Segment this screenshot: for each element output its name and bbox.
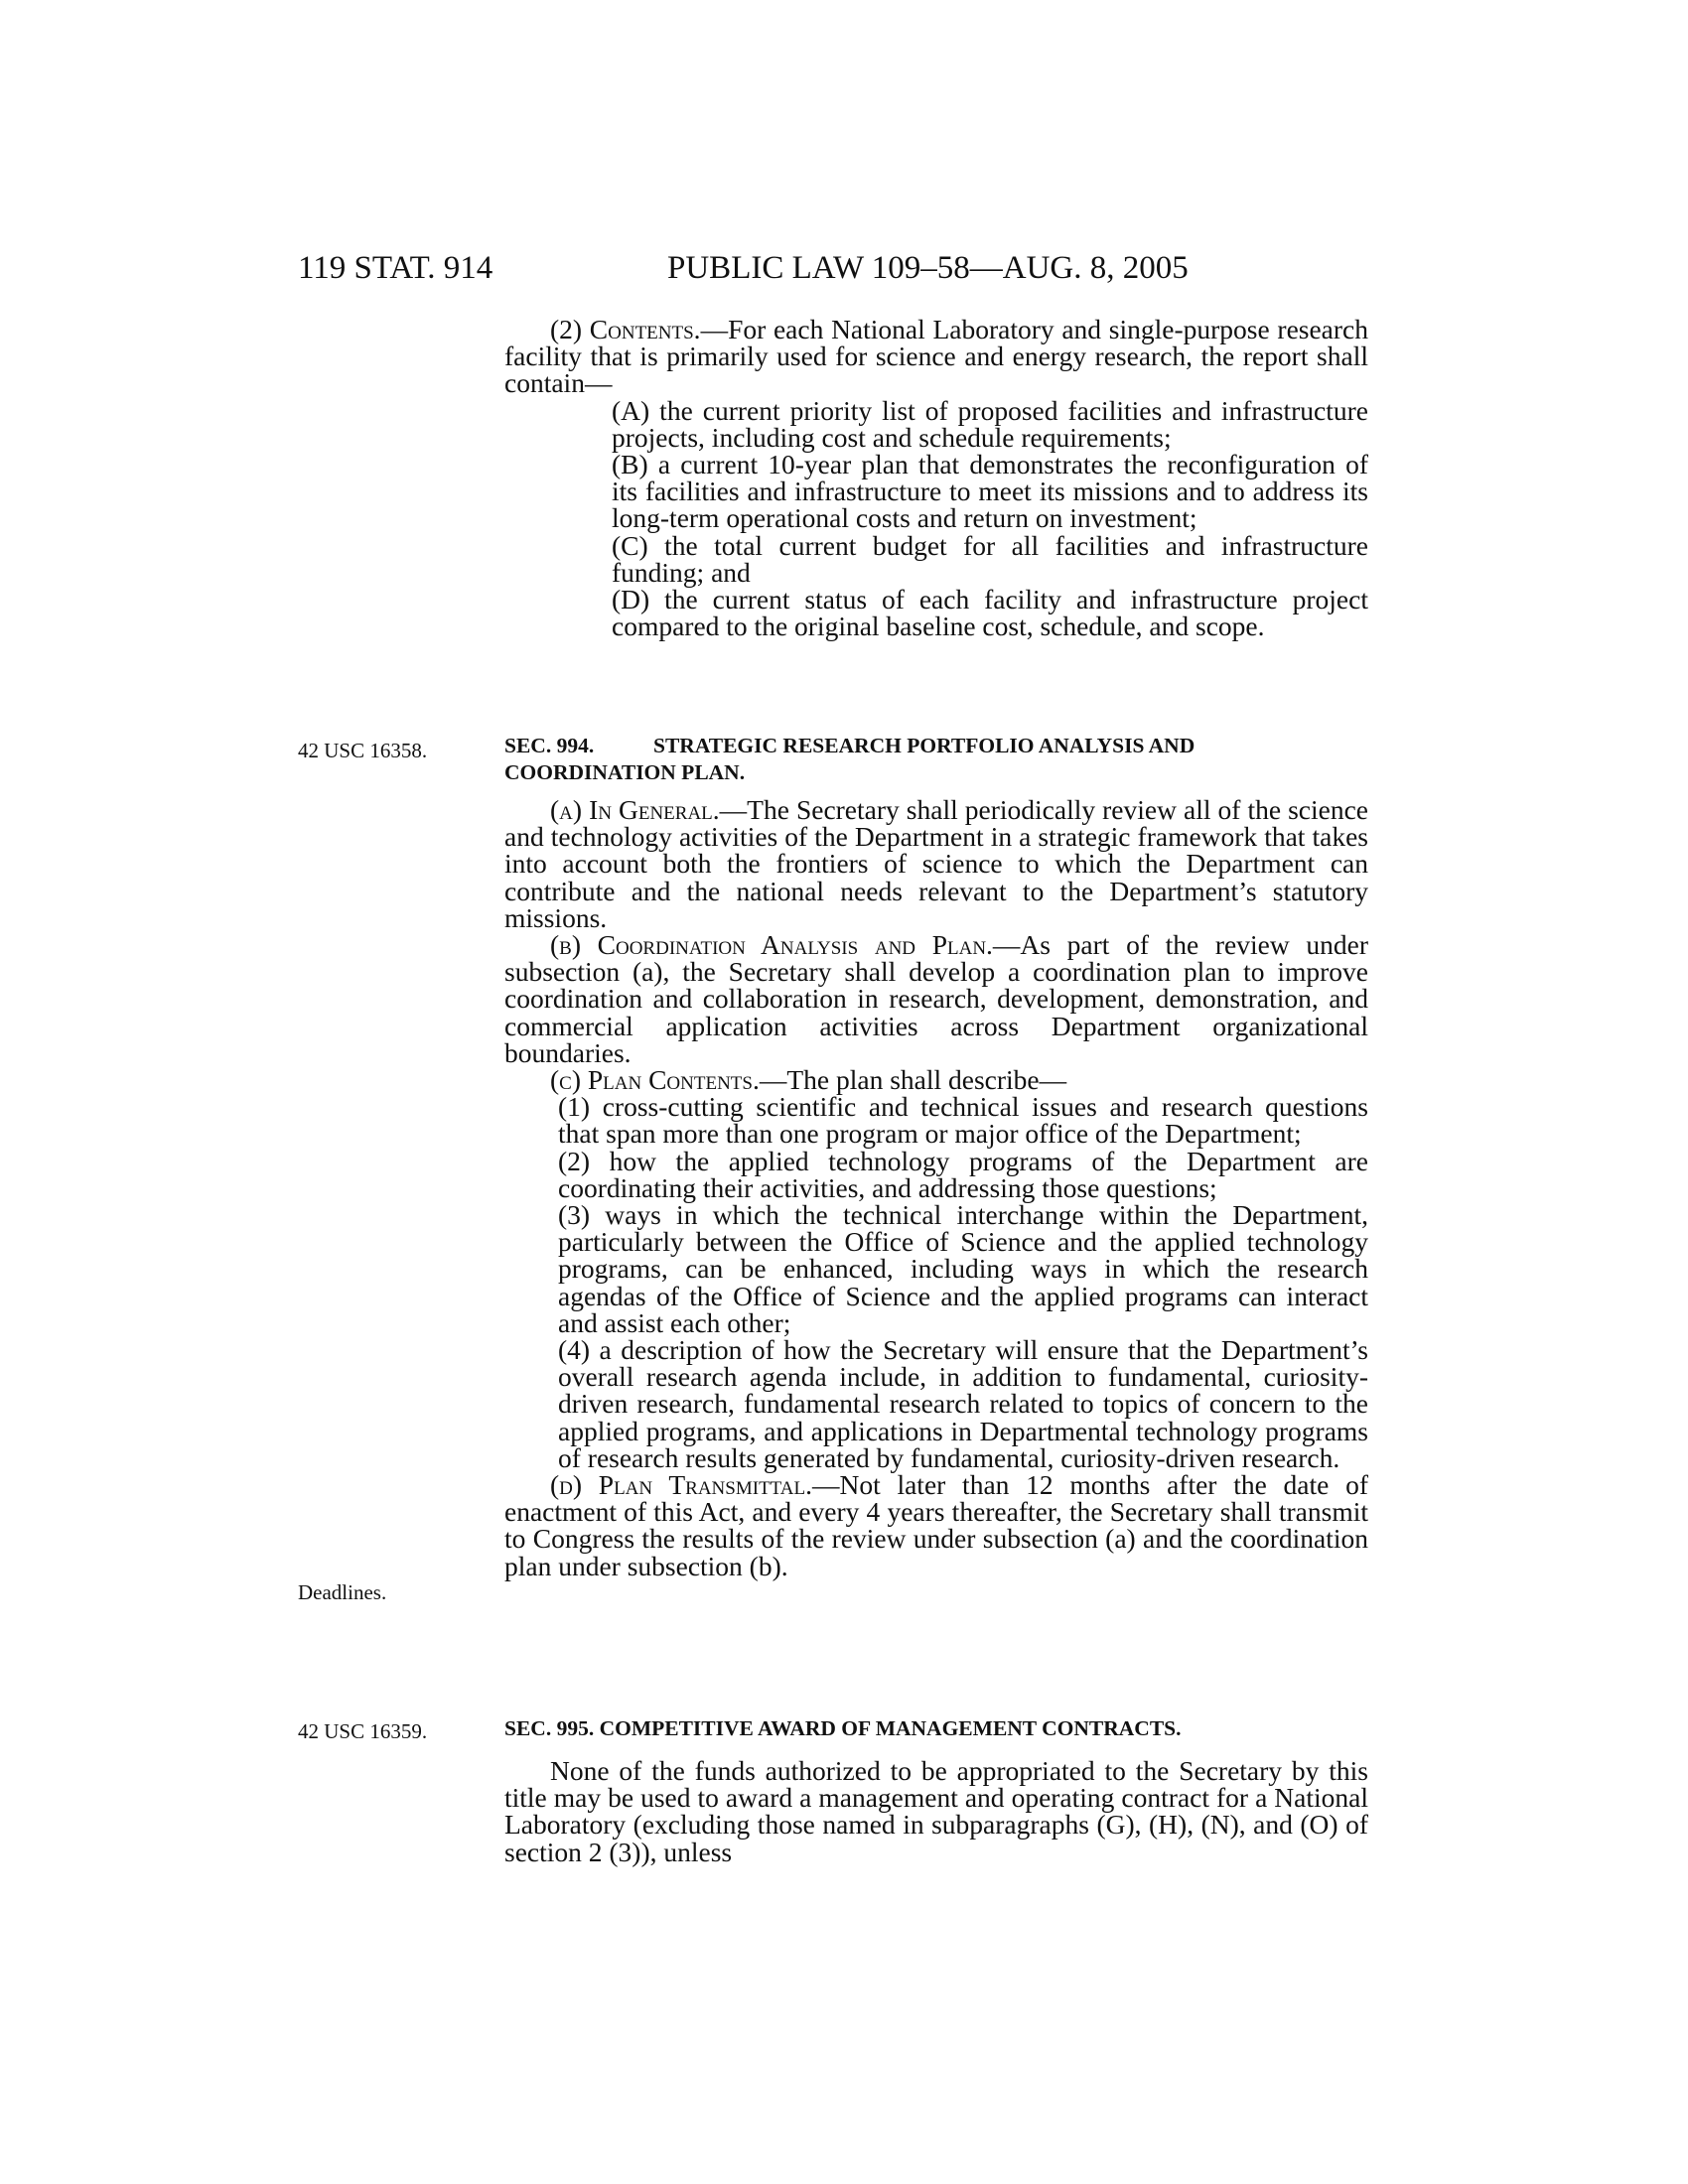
sec-994-c-label: (c) Plan Contents. [550, 1064, 760, 1096]
sec-994-b [504, 931, 1368, 1066]
sec-994-c-item-2: (2) how the applied technology programs of the Department are coordinating their activities, and addressing those questions; [558, 1145, 1368, 1203]
contents-item-a: (A) the current priority list of proposed facilities and infrastructure projects, including cost and schedule requirements; [612, 394, 1368, 453]
page-stat-number: 119 STAT. 914 [298, 250, 493, 286]
sec-994-c [504, 1064, 1368, 1096]
sec-994-a-label: (a) In General. [550, 794, 720, 825]
sec-994-b-label: (b) Coordination Analysis and Plan. [550, 929, 993, 961]
contents-block [504, 314, 1368, 642]
sec-994-c-item-3: (3) ways in which the technical interchange within the Department, particularly between the Office of Science and the applied technology programs, can be enhanced, including ways in which the research agendas of the Office of Science and the applied programs can interact and assist each other; [558, 1199, 1368, 1338]
sec-994-d-text: —Not later than 12 months after the date of enactment of this Act, and every 4 years thereafter, the Secretary shall transmit to Congress the results of the review under subsection (a) and the coordination plan under subsection (b). [504, 1469, 1368, 1581]
sec-994-title: STRATEGIC RESEARCH PORTFOLIO ANALYSIS AND COORDINATION PLAN. [504, 734, 1196, 784]
sec-995-heading: SEC. 995. COMPETITIVE AWARD OF MANAGEMENT CONTRACTS. [504, 1716, 1182, 1740]
sec-994-c-text: —The plan shall describe— [759, 1064, 1067, 1096]
sec-994-a [504, 796, 1368, 931]
sec-995-text: None of the funds authorized to be appropriated to the Secretary by this title may be used to award a management and operating contract for a National Laboratory (excluding those named in subparagraphs (G), (H), (N), and (O) of section 2 (3)), unless [504, 1755, 1368, 1867]
contents-item-c: (C) the total current budget for all facilities and infrastructure funding; and [612, 529, 1368, 588]
sec-995-body [504, 1757, 1368, 1865]
sec-994-c-item-4: (4) a description of how the Secretary will ensure that the Department’s overall research agenda include, in addition to fundamental, curiosity-driven research, fundamental research related to topics of concern to the applied programs, and applications in Departmental technology programs of research results generated by fundamental, curiosity-driven research. [558, 1334, 1368, 1473]
contents-label: (2) Contents. [550, 314, 701, 344]
sec-994-body [504, 796, 1368, 1579]
margin-note-usc-995: 42 USC 16359. [298, 1719, 428, 1743]
sec-994-d [504, 1471, 1368, 1579]
margin-note-usc-994: 42 USC 16358. [298, 739, 428, 762]
contents-item-b: (B) a current 10-year plan that demonstrates the reconfiguration of its facilities and infrastructure to meet its missions and to address its long-term operational costs and return on investment; [612, 449, 1368, 534]
contents-item-d: (D) the current status of each facility and infrastructure project compared to the original baseline cost, schedule, and scope. [612, 584, 1368, 642]
contents-intro [504, 316, 1368, 397]
sec-994-c-item-1: (1) cross-cutting scientific and technical issues and research questions that span more than one program or major office of the Department; [558, 1091, 1368, 1150]
sec-994-d-label: (d) Plan Transmittal. [550, 1469, 812, 1501]
sec-994-b-text: —As part of the review under subsection (a), the Secretary shall develop a coordination plan to improve coordination and collaboration in research, development, demonstration, and commercial application activities across Department organizational boundaries. [504, 929, 1368, 1068]
contents-intro-text: —For each National Laboratory and single-purpose research facility that is primarily used for science and energy research, the report shall contain— [504, 314, 1368, 399]
sec-994-heading [504, 733, 1368, 786]
sec-994-number: SEC. 994. [504, 734, 595, 757]
margin-note-deadlines: Deadlines. [298, 1580, 387, 1604]
sec-994-a-text: —The Secretary shall periodically review all of the science and technology activities of the Department in a strategic framework that takes into account both the frontiers of science to which the Department can contribute and the national needs relevant to the Department’s statutory missions. [504, 794, 1368, 933]
running-header: PUBLIC LAW 109–58—AUG. 8, 2005 [667, 250, 1189, 286]
